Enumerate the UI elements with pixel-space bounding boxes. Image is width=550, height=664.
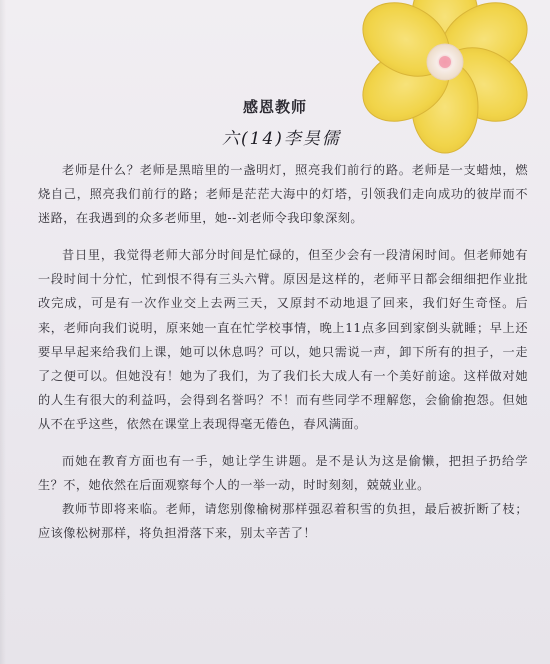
yellow-flower-icon: [340, 0, 550, 160]
paragraph-1: 老师是什么？老师是黑暗里的一盏明灯，照亮我们前行的路。老师是一支蜡烛，燃烧自己，照亮我们前行的路；老师是茫茫大海中的灯塔，引领我们走向成功的彼岸而不迷路，在我遇到的众多老师里，她--刘老师令我印象深刻。: [38, 163, 528, 226]
paragraph-2: 昔日里，我觉得老师大部分时间是忙碌的，但至少会有一段清闲时间。但老师她有一段时间十分忙，忙到恨不得有三头六臂。原因是这样的，老师平日都会细细把作业批改完成，可是有一次作业交上去两三天，又原封不动地退了回来，我们好生奇怪。后来，老师向我们说明，原来她一直在忙学校事情，晚上11点多回到家倒头就睡；早上还要早早起来给我们上课，她可以休息吗？可以，她只需说一声，卸下所有的担子，一走了之便可以。但她没有！她为了我们，为了我们长大成人有一个美好前途。这样做对她的人生有很大的利益吗，会得到名誉吗？不！而有些同学不理解您，会偷偷抱怨。但她从不在乎这些，依然在课堂上表现得毫无倦色，春风满面。: [38, 248, 528, 432]
paragraph-3: 而她在教育方面也有一手，她让学生讲题。是不是认为这是偷懒，把担子扔给学生？不，她依然在后面观察每个人的一举一动，时时刻刻，兢兢业业。: [38, 454, 528, 493]
essay-title: 感恩教师: [242, 98, 307, 116]
paragraph-4: 教师节即将来临。老师，请您别像榆树那样强忍着积雪的负担，最后被折断了枝；应该像松树那样，将负担滑落下来，别太辛苦了！: [38, 502, 528, 541]
author-signature: 六(14)李昊儒: [222, 129, 341, 149]
